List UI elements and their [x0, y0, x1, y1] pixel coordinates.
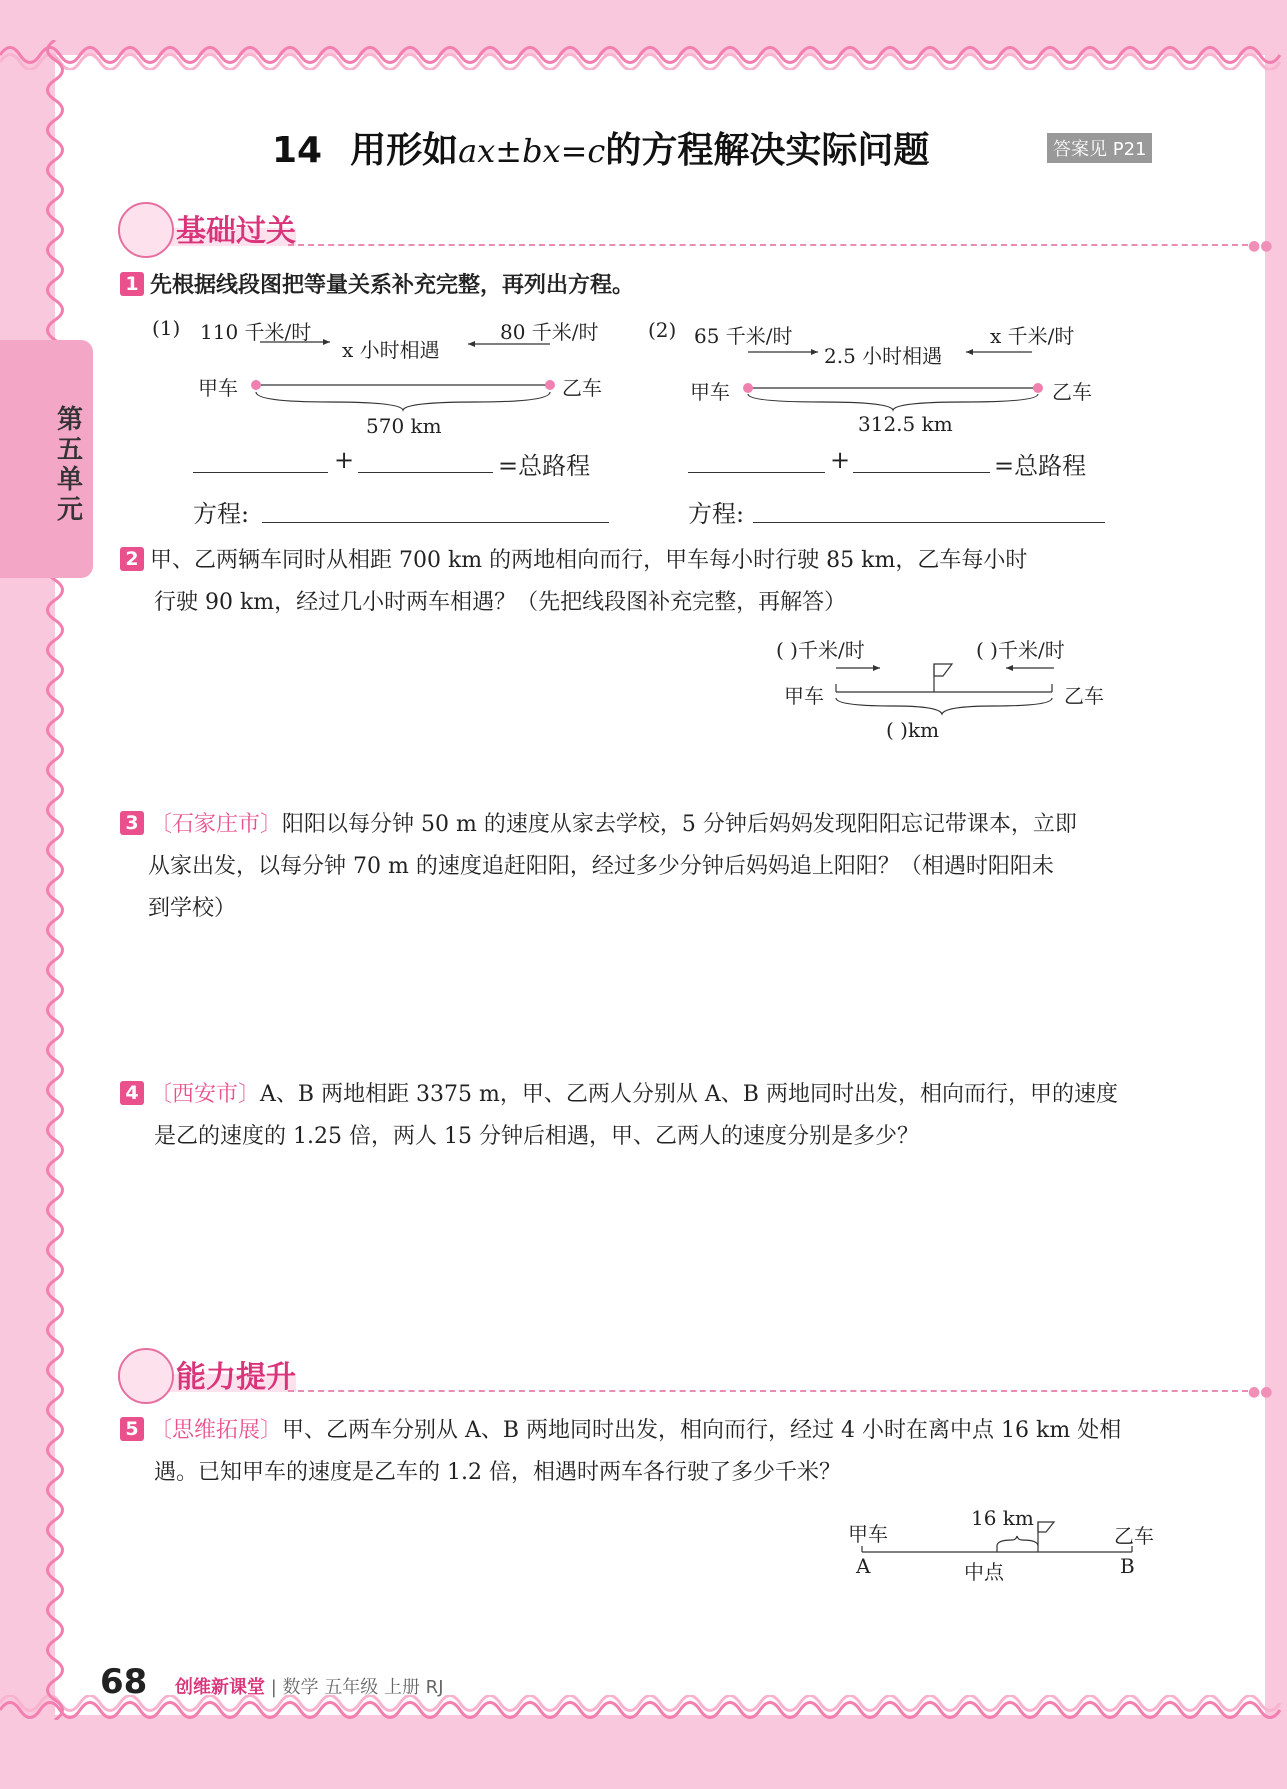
question-text-line2: 从家出发，以每分钟 70 m 的速度追赶阳阳，经过多少分钟后妈妈追上阳阳？（相遇时阳阳未: [148, 854, 1054, 879]
q1-p2-label: (2): [648, 318, 677, 342]
page-number: 68: [100, 1662, 148, 1702]
q1-p1-blank-a[interactable]: [193, 472, 328, 473]
section-divider: [288, 244, 1248, 246]
q1-p2-right-car: 乙车: [1052, 380, 1092, 404]
section-advance-title: 能力提升: [176, 1360, 296, 1395]
q1-p1-right-car: 乙车: [562, 376, 602, 400]
q1-p2-meet: 2.5 小时相遇: [824, 344, 943, 368]
q2-speed-a-blank[interactable]: ( )千米/时: [776, 638, 865, 662]
question-number: 1: [120, 272, 144, 296]
question-3: [120, 804, 1180, 930]
q1-p2-distance: 312.5 km: [858, 412, 953, 436]
q2-left-car: 甲车: [784, 684, 824, 708]
question-5: [120, 1410, 1180, 1494]
dots-icon: ●●: [1248, 238, 1273, 254]
q1-p1-equation-blank[interactable]: [262, 522, 609, 523]
dots-icon: ●●: [1248, 1384, 1273, 1400]
q1-p2-speed-b: x 千米/时: [990, 324, 1075, 348]
q1-p1-eq: =总路程: [498, 452, 591, 480]
q1-p2-plus: +: [830, 446, 851, 474]
question-text-line1: 甲、乙两车分别从 A、B 两地同时出发，相向而行，经过 4 小时在离中点 16 km 处相: [282, 1418, 1122, 1443]
question-number: 2: [120, 547, 144, 571]
q1-p2-equation-label: 方程:: [688, 500, 745, 528]
lesson-title-post: 的方程解决实际问题: [605, 130, 930, 171]
q1-p2-equation-blank[interactable]: [753, 522, 1105, 523]
question-1: [120, 265, 634, 307]
question-4: [120, 1074, 1180, 1158]
lesson-title-expr: ax±bx=c: [458, 132, 606, 170]
q1-p1-distance: 570 km: [366, 414, 442, 438]
q1-p1-left-car: 甲车: [198, 376, 238, 400]
q1-p1-meet: x 小时相遇: [342, 338, 440, 362]
question-source-tag: 〔西安市〕: [150, 1082, 261, 1107]
q1-p1-blank-b[interactable]: [358, 472, 493, 473]
section-basic-header: [118, 202, 1273, 262]
q5-point-b: B: [1120, 1554, 1135, 1578]
q2-segment-diagram: [834, 656, 1060, 724]
question-text-line1: 阳阳以每分钟 50 m 的速度从家去学校，5 分钟后妈妈发现阳阳忘记带课本，立即: [282, 812, 1077, 837]
footer-meta: | 数学 五年级 上册 RJ: [270, 1677, 444, 1698]
question-text-line3: 到学校）: [148, 896, 237, 921]
footer-brand: 创维新课堂: [175, 1677, 265, 1698]
question-number: 3: [120, 811, 144, 835]
q1-p2-blank-a[interactable]: [688, 472, 825, 473]
section-advance-header: [118, 1348, 1273, 1408]
q1-p1-segment-diagram: [250, 330, 560, 420]
question-source-tag: 〔石家庄市〕: [150, 812, 283, 837]
q1-p2-eq: =总路程: [994, 452, 1087, 480]
question-text-line1: A、B 两地相距 3375 m，甲、乙两人分别从 A、B 两地同时出发，相向而行，甲的速度: [260, 1082, 1118, 1107]
q1-p2-speed-a: 65 千米/时: [694, 324, 793, 348]
q1-p1-speed-b: 80 千米/时: [500, 320, 599, 344]
question-number: 4: [120, 1081, 144, 1105]
q1-p1-equation-label: 方程:: [193, 500, 250, 528]
section-basic-title: 基础过关: [176, 214, 296, 249]
q1-p1-label: (1): [152, 316, 181, 340]
q5-segment-diagram: [860, 1512, 1136, 1560]
q5-right-car: 乙车: [1114, 1524, 1154, 1548]
footer-series: [175, 1673, 444, 1699]
monkey-mascot-icon: [118, 1348, 174, 1404]
q1-p1-speed-a: 110 千米/时: [200, 320, 312, 344]
question-text-line2: 是乙的速度的 1.25 倍，两人 15 分钟后相遇，甲、乙两人的速度分别是多少？: [154, 1124, 919, 1149]
wave-border-bottom: [0, 1695, 1287, 1725]
answer-ref-badge: 答案见 P21: [1047, 133, 1152, 163]
unit-side-tab-label: 第五单元: [56, 405, 83, 525]
lesson-title: [272, 122, 929, 173]
q1-p2-blank-b[interactable]: [853, 472, 990, 473]
q2-distance-blank[interactable]: ( )km: [886, 718, 940, 742]
q1-p2-left-car: 甲车: [690, 380, 730, 404]
question-text: 先根据线段图把等量关系补充完整，再列出方程。: [150, 273, 635, 298]
q2-right-car: 乙车: [1064, 684, 1104, 708]
question-text-line2: 行驶 90 km，经过几小时两车相遇？（先把线段图补充完整，再解答）: [154, 590, 847, 615]
q5-point-a: A: [856, 1554, 871, 1578]
question-number: 5: [120, 1417, 144, 1441]
lesson-number: 14: [272, 130, 323, 171]
wave-border-top: [0, 40, 1287, 70]
monkey-mascot-icon: [118, 202, 174, 258]
q5-midpoint: 中点: [964, 1560, 1004, 1584]
section-divider: [288, 1390, 1248, 1392]
q5-left-car: 甲车: [848, 1522, 888, 1546]
q1-p2-segment-diagram: [742, 338, 1052, 418]
lesson-title-pre: 用形如: [350, 130, 459, 171]
question-source-tag: 〔思维拓展〕: [150, 1418, 283, 1443]
q1-p1-plus: +: [334, 446, 355, 474]
question-text-line1: 甲、乙两辆车同时从相距 700 km 的两地相向而行，甲车每小时行驶 85 km，乙车每小时: [150, 548, 1028, 573]
question-2: [120, 540, 1170, 624]
wave-border-left: [40, 40, 70, 1720]
q2-speed-b-blank[interactable]: ( )千米/时: [976, 638, 1065, 662]
q5-distance: 16 km: [971, 1506, 1034, 1530]
question-text-line2: 遇。已知甲车的速度是乙车的 1.2 倍，相遇时两车各行驶了多少千米？: [154, 1460, 841, 1485]
